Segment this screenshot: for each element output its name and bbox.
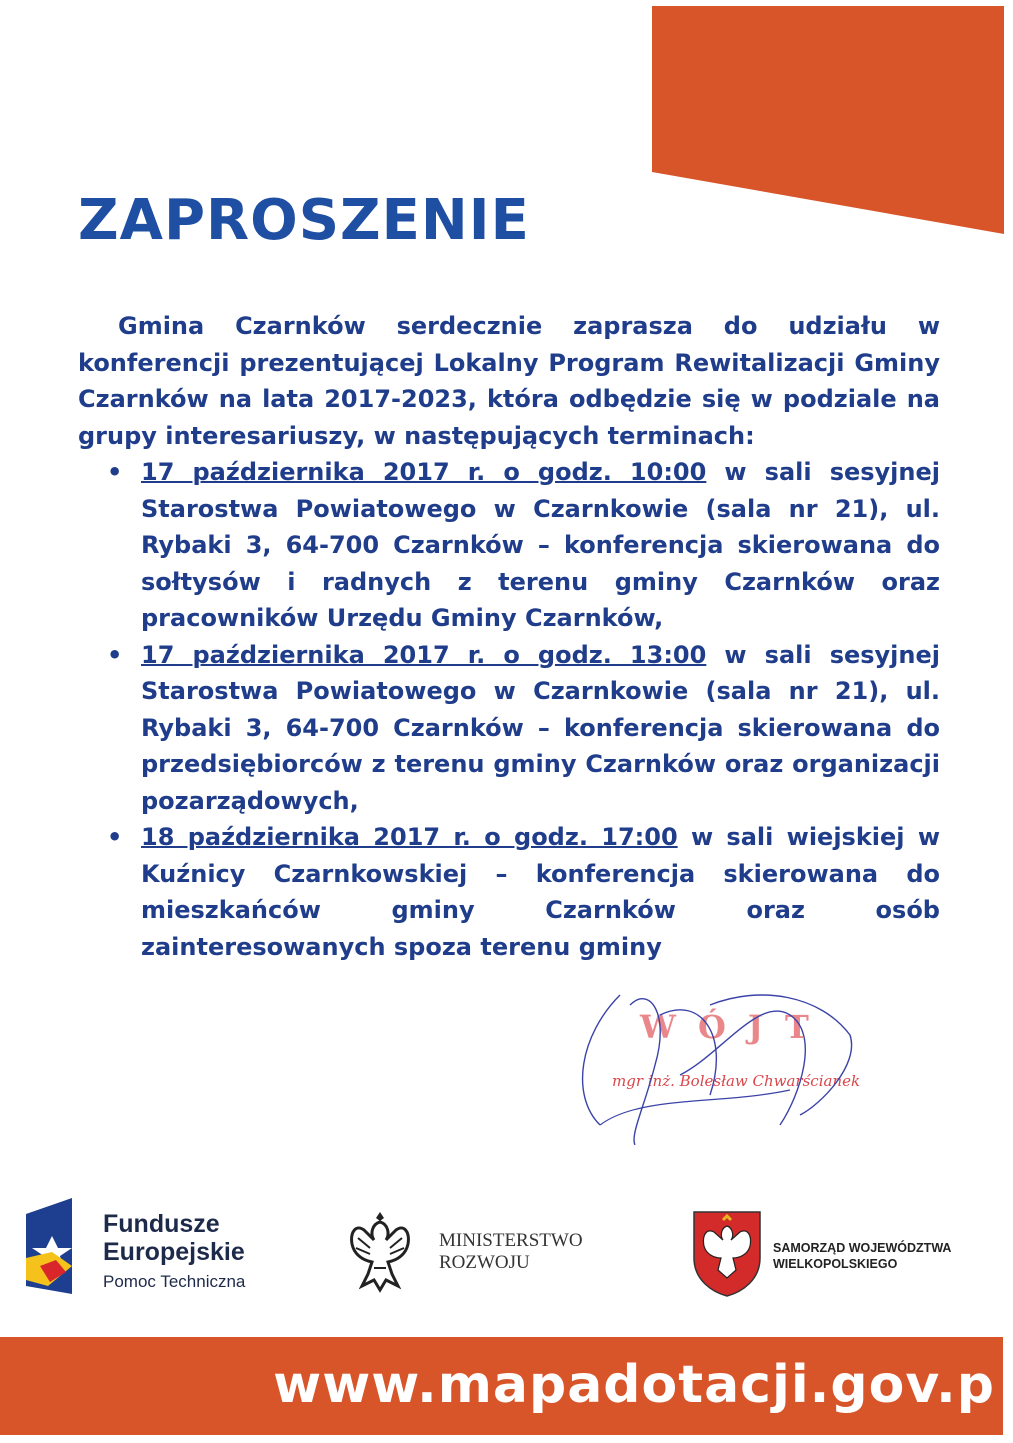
- wielkopolska-crest-icon: [690, 1208, 764, 1298]
- voivodeship-line2: WIELKOPOLSKIEGO: [773, 1257, 898, 1271]
- event-item: [107, 637, 941, 820]
- ministry-text: [439, 1230, 583, 1274]
- intro-paragraph: Gmina Czarnków serdecznie zaprasza do udziału w konferencji prezentującej Lokalny Program Rewitalizacji Gminy Czarnków na lata 2017-2023, która odbędzie się w podziale na grupy interesariuszy, w następujących terminach:: [78, 312, 940, 450]
- event-description: w sali wiejskiej w Kuźnicy Czarnkowskiej – konferencja skierowana do mieszkańców gminy Czarnków oraz osób zainteresowanych spoza terenu gminy: [141, 823, 940, 961]
- eu-funds-line1: Fundusze: [103, 1210, 220, 1238]
- footer-bar: [0, 1337, 1003, 1435]
- bullet-icon: •: [107, 823, 123, 851]
- event-list: [78, 454, 940, 965]
- bullet-icon: •: [107, 458, 123, 486]
- voivodeship-line1: SAMORZĄD WOJEWÓDZTWA: [773, 1241, 952, 1255]
- eu-funds-line3: Pomoc Techniczna: [103, 1272, 246, 1291]
- stamp-title: WÓJT: [640, 1008, 831, 1046]
- invitation-body: [78, 308, 940, 965]
- eu-funds-logo-icon: [22, 1196, 82, 1296]
- event-item: [107, 819, 940, 965]
- page-title: ZAPROSZENIE: [78, 188, 530, 253]
- bullet-icon: •: [107, 640, 123, 669]
- eu-funds-line2: Europejskie: [103, 1238, 245, 1266]
- ministry-line2: ROZWOJU: [439, 1252, 530, 1273]
- event-date: 17 października 2017 r. o godz. 10:00: [141, 458, 707, 486]
- ministry-line1: MINISTERSTWO: [439, 1230, 583, 1251]
- footer-url: www.mapadotacji.gov.p: [273, 1355, 995, 1415]
- event-description: w sali sesyjnej Starostwa Powiatowego w Czarnkowie (sala nr 21), ul. Rybaki 3, 64-700 Czarnków – konferencja skierowana do sołtysów i radnych z terenu gminy Czarnków oraz pracowników Urzędu Gminy Czarnków,: [141, 458, 941, 632]
- logos-bar: [0, 1190, 1013, 1310]
- signature-scribble: [560, 975, 880, 1145]
- event-date: 17 października 2017 r. o godz. 13:00: [141, 640, 707, 669]
- event-description: w sali sesyjnej Starostwa Powiatowego w Czarnkowie (sala nr 21), ul. Rybaki 3, 64-700 Czarnków – konferencja skierowana do przedsiębiorców z terenu gminy Czarnków oraz organizacji pozarządowych,: [141, 640, 941, 815]
- voivodeship-text: [773, 1240, 951, 1272]
- event-date: 18 października 2017 r. o godz. 17:00: [141, 823, 678, 851]
- event-item: [107, 454, 941, 637]
- stamp-name: mgr inż. Bolesław Chwarścianek: [612, 1072, 861, 1090]
- polish-eagle-icon: [344, 1208, 416, 1294]
- eu-funds-text: [103, 1210, 245, 1292]
